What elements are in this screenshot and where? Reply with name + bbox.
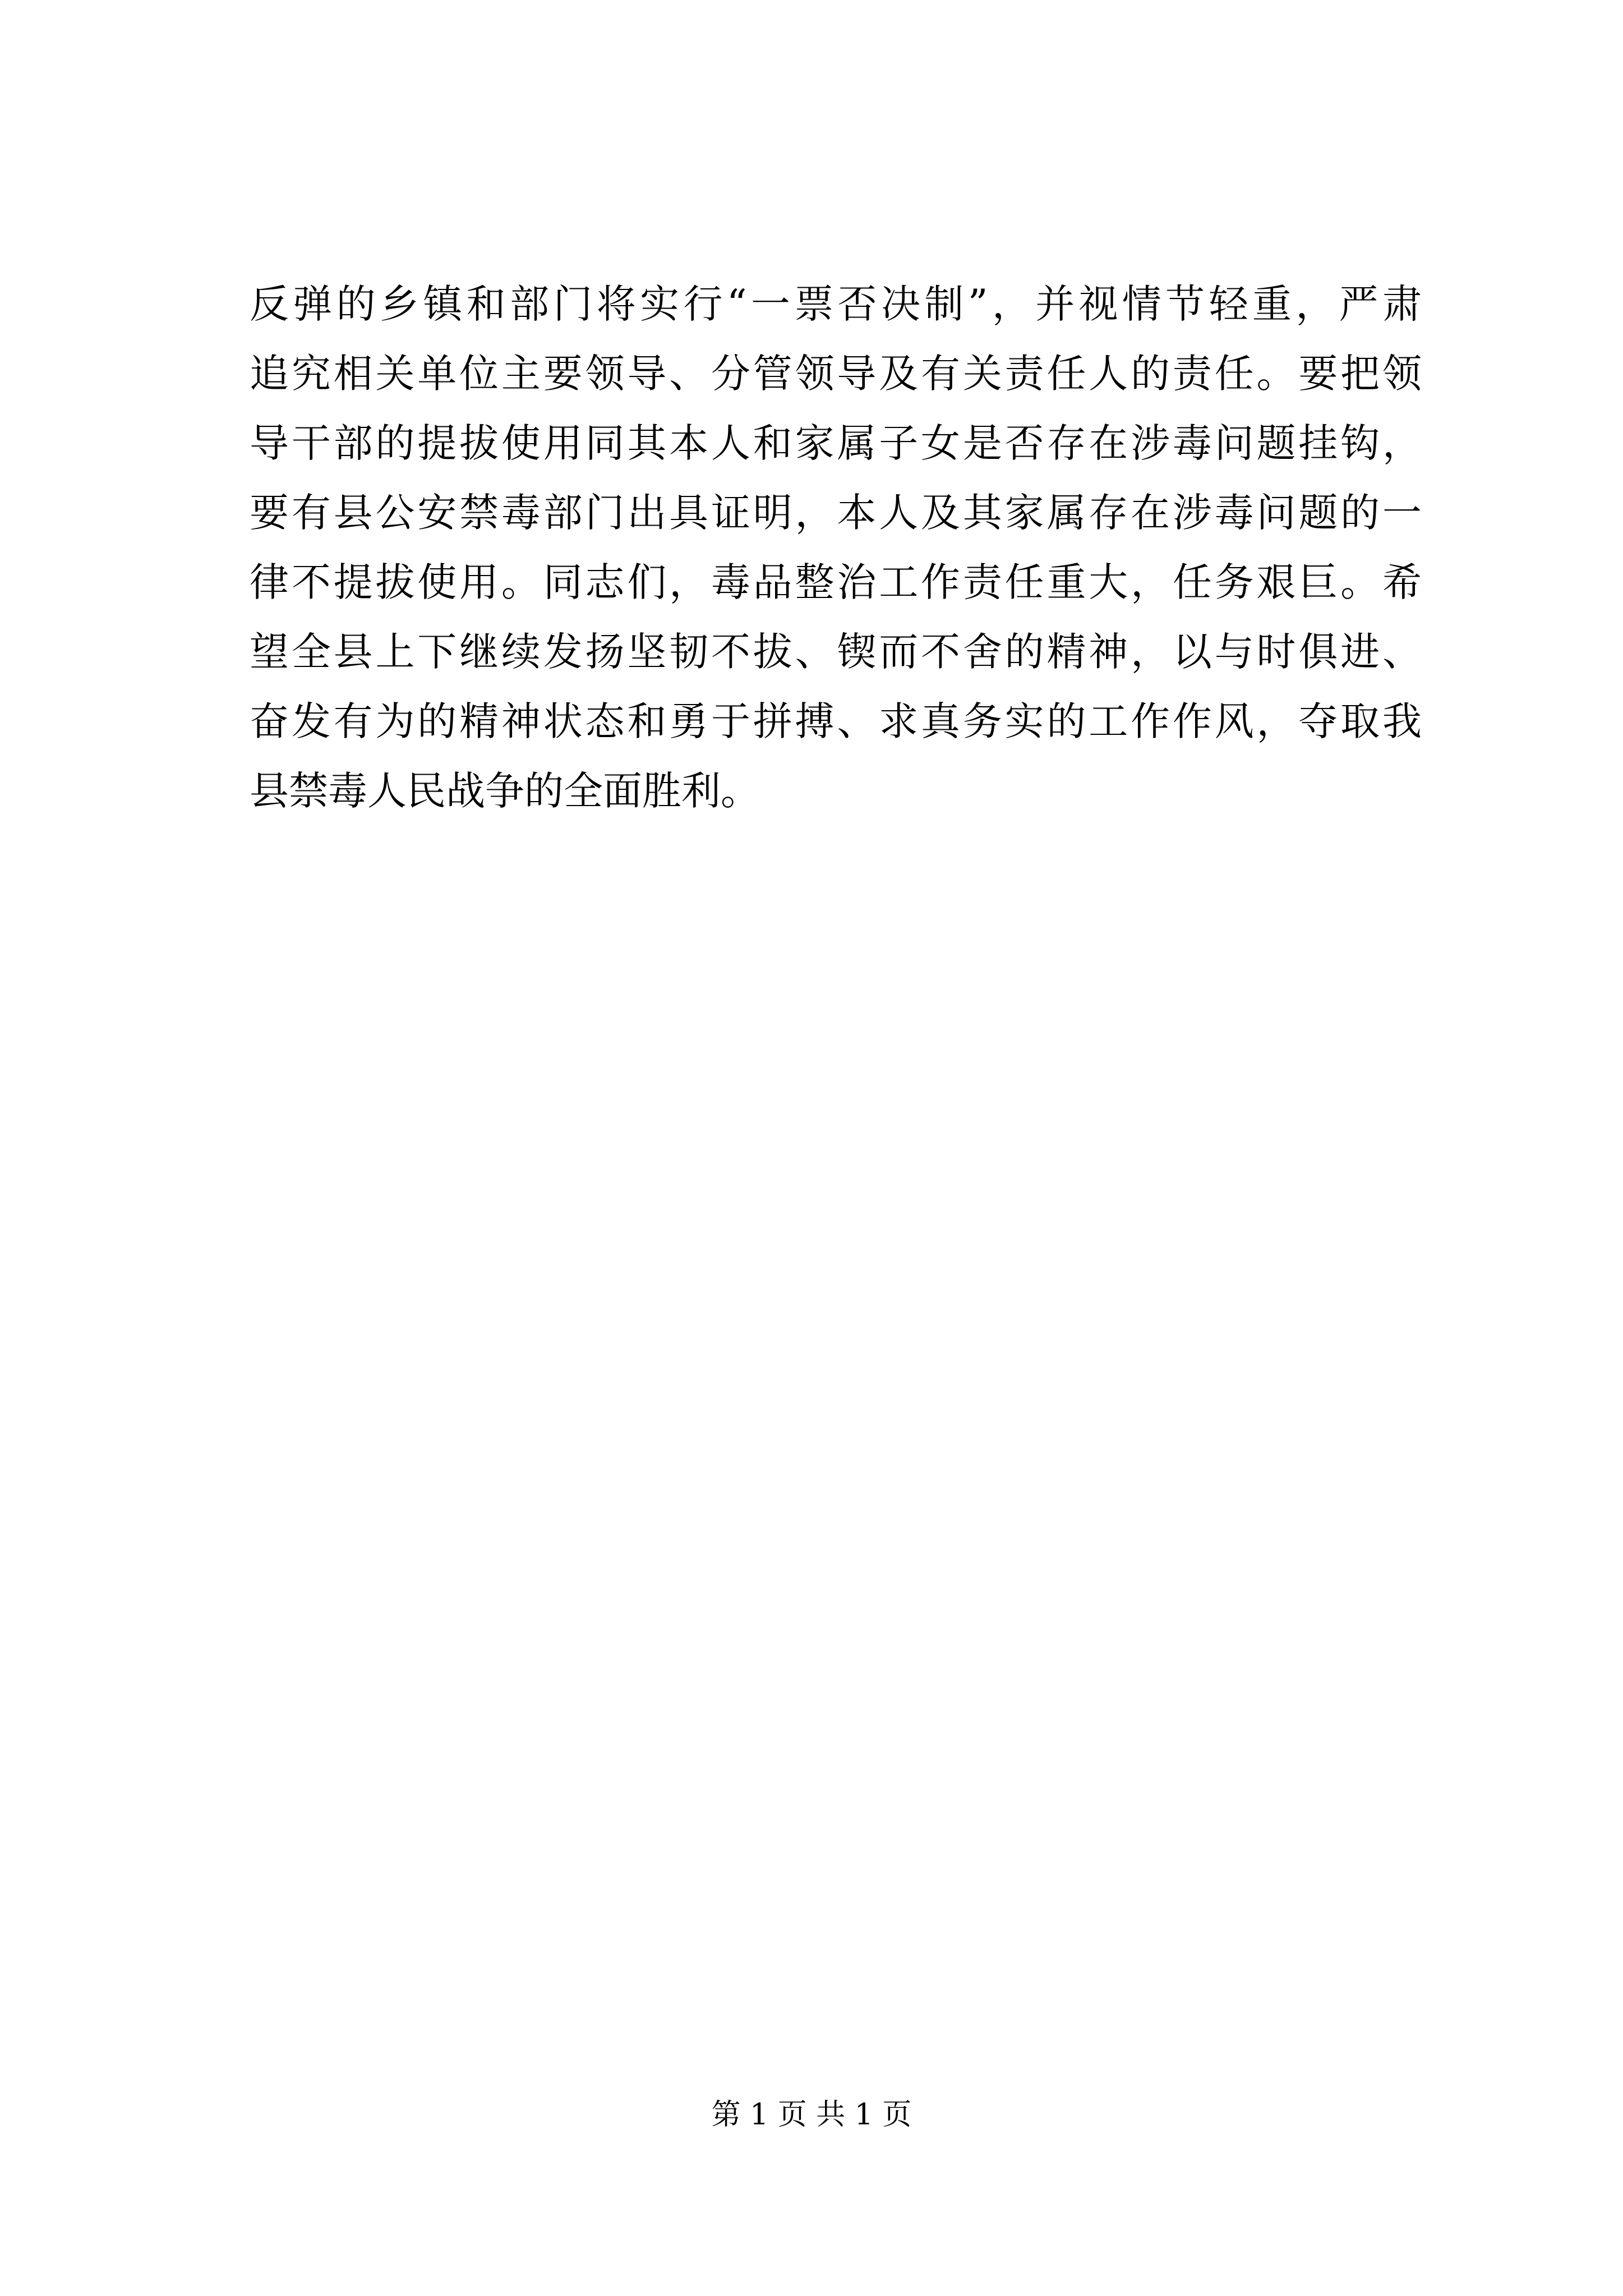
paragraph-line: 奋发有为的精神状态和勇于拼搏、求真务实的工作作风，夺取我 xyxy=(250,698,1422,744)
paragraph-line: 导干部的提拔使用同其本人和家属子女是否存在涉毒问题挂钩， xyxy=(250,420,1422,466)
page-number-label: 第 1 页 共 1 页 xyxy=(711,2098,912,2132)
body-paragraph xyxy=(250,269,1422,826)
paragraph-line: 要有县公安禁毒部门出具证明，本人及其家属存在涉毒问题的一 xyxy=(250,490,1422,536)
paragraph-line: 望全县上下继续发扬坚韧不拔、锲而不舍的精神，以与时俱进、 xyxy=(250,629,1422,675)
paragraph-line: 律不提拔使用。同志们，毒品整治工作责任重大，任务艰巨。希 xyxy=(250,559,1422,605)
paragraph-line: 县禁毒人民战争的全面胜利。 xyxy=(250,768,760,814)
paragraph-line: 追究相关单位主要领导、分管领导及有关责任人的责任。要把领 xyxy=(250,351,1422,397)
paragraph-line: 反弹的乡镇和部门将实行“一票否决制”，并视情节轻重，严肃 xyxy=(250,281,1422,327)
page-footer xyxy=(0,2092,1623,2137)
